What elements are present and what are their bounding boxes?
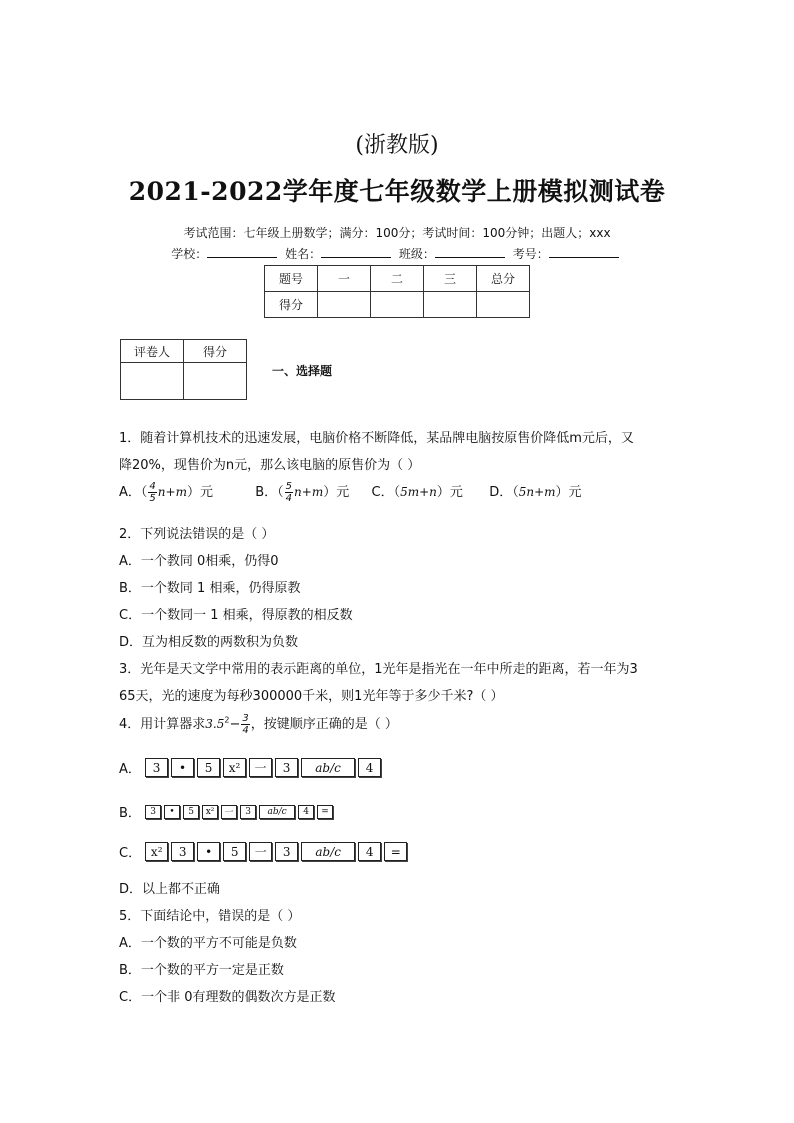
key-sequence <box>145 758 381 777</box>
score-table <box>264 265 530 318</box>
edition-label: (浙教版) <box>355 133 439 158</box>
calc-key: 5 <box>223 842 246 861</box>
calc-key: 一 <box>249 758 272 777</box>
score-cell <box>477 292 530 318</box>
score-row-label: 得分 <box>265 292 318 318</box>
calc-key: • <box>171 758 194 777</box>
fraction: $\frac{4}{5}$ <box>149 481 156 504</box>
q5-option-c: C．一个非 0有理数的偶数次方是正数 <box>119 990 336 1005</box>
calc-key: 3 <box>171 842 194 861</box>
calc-key: 一 <box>221 805 237 819</box>
score-table-header: 三 <box>424 266 477 292</box>
q2-stem: 2．下列说法错误的是（ ） <box>119 527 275 542</box>
calc-key: 5 <box>183 805 199 819</box>
field-number-blank <box>549 246 619 258</box>
calc-key: 3 <box>275 842 298 861</box>
score-cell <box>424 292 477 318</box>
q4-base: 3.5 <box>205 717 225 731</box>
q1-option-b: B．（ $\frac{5}{4}$ n+m）元 <box>255 481 350 504</box>
calc-key: ab/c <box>301 758 355 777</box>
field-name-blank <box>321 246 391 258</box>
grader-cell <box>121 363 184 400</box>
calc-key: 4 <box>298 805 314 819</box>
q1-stem-line2: 降20%，现售价为n元，那么该电脑的原售价为（ ） <box>119 458 421 473</box>
calc-key: 4 <box>358 842 381 861</box>
calc-key: • <box>164 805 180 819</box>
student-fields <box>0 245 794 262</box>
score-table-header: 总分 <box>477 266 530 292</box>
score-table-score-row <box>265 292 530 318</box>
key-sequence <box>145 805 333 819</box>
q5-option-b: B．一个数的平方一定是正数 <box>119 963 284 978</box>
calc-key: • <box>197 842 220 861</box>
q4-exponent: 2 <box>224 715 230 725</box>
q4-option-d: D．以上都不正确 <box>119 882 221 897</box>
q3-stem-line2: 65天，光的速度为每秒300000千米，则1光年等于多少千米?（ ） <box>119 689 504 704</box>
section-heading: 一、选择题 <box>272 364 333 378</box>
key-sequence <box>145 842 407 861</box>
q4-option-c: C． x² 3 • 5 一 3 ab/c 4 = <box>119 842 407 861</box>
q1-option-d: D．（5n+m）元 <box>489 485 582 500</box>
q4-option-a: A． 3 • 5 x² 一 3 ab/c 4 <box>119 758 381 777</box>
q4-minus: − <box>229 717 241 732</box>
calc-key: ab/c <box>259 805 295 819</box>
calc-key: = <box>384 842 407 861</box>
field-number-label: 考号： <box>512 247 549 261</box>
grader-cell <box>184 363 247 400</box>
grader-table <box>120 339 247 400</box>
score-table-header: 二 <box>371 266 424 292</box>
page-title: 2021-2022学年度七年级数学上册模拟测试卷 <box>128 177 666 206</box>
q4-stem: 4．用计算器求$3.5^2-$ $\frac{3}{4}$ ，按键顺序正确的是（ ） <box>119 713 398 736</box>
q1-options <box>119 481 582 504</box>
field-school-blank <box>207 246 277 258</box>
calc-key: ab/c <box>301 842 355 861</box>
calc-key: 4 <box>358 758 381 777</box>
field-name-label: 姓名： <box>285 247 322 261</box>
q2-option-b: B．一个数同 1 相乘，仍得原教 <box>119 581 301 596</box>
q2-option-d: D．互为相反数的两数积为负数 <box>119 635 299 650</box>
fraction: $\frac{5}{4}$ <box>285 481 293 504</box>
grader-table-body-row <box>121 363 247 400</box>
q3-stem-line1: 3．光年是天文学中常用的表示距离的单位，1光年是指光在一年中所走的距离，若一年为3 <box>119 662 638 677</box>
field-school-label: 学校： <box>171 247 208 261</box>
calc-key: x² <box>145 842 168 861</box>
grader-table-header-row <box>121 340 247 363</box>
grader-header: 评卷人 <box>121 340 184 363</box>
q4-option-b: B． 3 • 5 x² 一 3 ab/c 4 = <box>119 802 333 821</box>
q2-option-a: A．一个教同 0相乘，仍得0 <box>119 554 279 569</box>
grader-header: 得分 <box>184 340 247 363</box>
calc-key: = <box>317 805 333 819</box>
fraction: $\frac{3}{4}$ <box>242 713 249 736</box>
calc-key: 3 <box>240 805 256 819</box>
q1-option-c: C．（5m+n）元 <box>371 485 463 500</box>
field-class-label: 班级： <box>398 247 435 261</box>
calc-key: 3 <box>145 758 168 777</box>
calc-key: 3 <box>145 805 161 819</box>
score-table-header: 一 <box>318 266 371 292</box>
q1-stem-line1: 1．随着计算机技术的迅速发展，电脑价格不断降低，某品牌电脑按原售价降低m元后，又 <box>119 431 634 446</box>
score-cell <box>318 292 371 318</box>
exam-info: 考试范围：七年级上册数学；满分：100分；考试时间：100分钟；出题人；xxx <box>183 226 611 240</box>
field-class-blank <box>435 246 505 258</box>
score-cell <box>371 292 424 318</box>
score-table-header: 题号 <box>265 266 318 292</box>
calc-key: 一 <box>249 842 272 861</box>
calc-key: x² <box>223 758 246 777</box>
score-table-header-row <box>265 266 530 292</box>
q1-option-a: A．（ $\frac{4}{5}$ n+m）元 <box>119 481 213 504</box>
calc-key: 3 <box>275 758 298 777</box>
calc-key: x² <box>202 805 218 819</box>
q2-option-c: C．一个数同一 1 相乘，得原教的相反数 <box>119 608 353 623</box>
q5-option-a: A．一个数的平方不可能是负数 <box>119 936 297 951</box>
calc-key: 5 <box>197 758 220 777</box>
q5-stem: 5．下面结论中，错误的是（ ） <box>119 909 301 924</box>
